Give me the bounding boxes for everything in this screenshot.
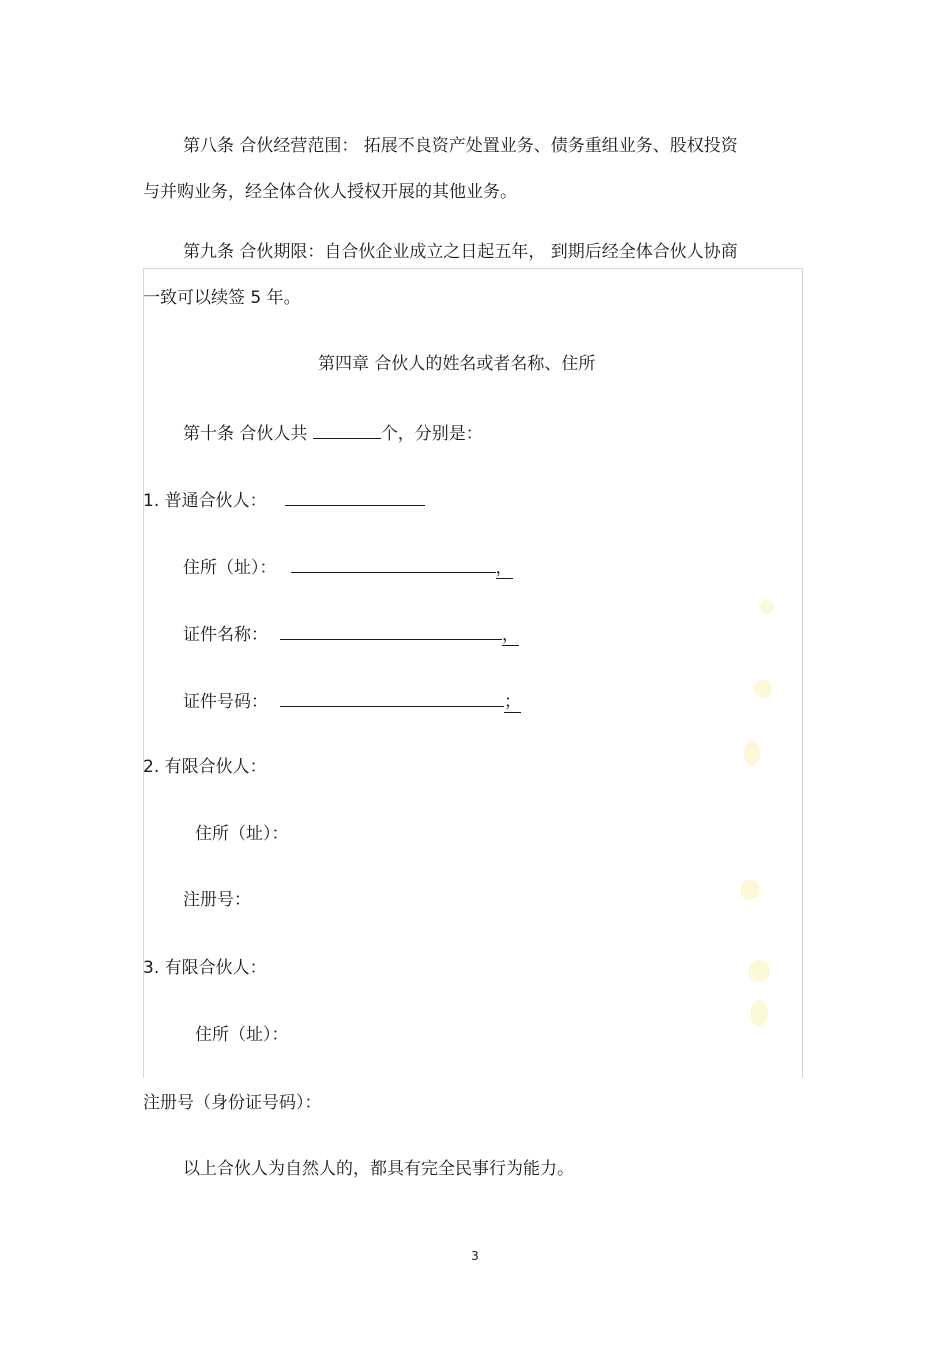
partner1-id-number-line <box>183 688 521 714</box>
partner1-address-line <box>183 554 513 580</box>
partner1-id-number-end: ； <box>504 692 521 712</box>
partner1-address-blank[interactable] <box>291 554 496 573</box>
partner1-line <box>143 487 425 513</box>
partner1-id-name-blank[interactable] <box>280 621 502 640</box>
chapter-title: 第四章 合伙人的姓名或者名称、住所 <box>318 354 596 374</box>
partner2-address-label: 住所（址）： <box>195 824 289 844</box>
partner2-heading: 2. 有限合伙人： <box>143 757 267 777</box>
partner2-reg-label: 注册号： <box>183 890 251 910</box>
partner3-heading: 3. 有限合伙人： <box>143 958 267 978</box>
partner1-id-name-line <box>183 621 519 647</box>
article9-line1: 第九条 合伙期限：自合伙企业成立之日起五年， 到期后经全体合伙人协商 <box>183 242 738 262</box>
partner1-id-name-label: 证件名称： <box>183 625 268 645</box>
article8-line1: 第八条 合伙经营范围： 拓展不良资产处置业务、债务重组业务、股权投资 <box>183 136 738 156</box>
partner3-address-label: 住所（址）： <box>195 1025 289 1045</box>
partner1-id-name-end: ， <box>502 625 519 645</box>
article10-suffix: 个，分别是： <box>380 424 483 444</box>
article8-line2: 与并购业务，经全体合伙人授权开展的其他业务。 <box>143 182 517 202</box>
partner1-id-number-label: 证件号码： <box>183 692 268 712</box>
partner1-id-number-blank[interactable] <box>280 688 504 707</box>
closing-statement: 以上合伙人为自然人的，都具有完全民事行为能力。 <box>183 1159 574 1179</box>
article10-line <box>183 420 483 446</box>
article10-prefix: 第十条 合伙人共 <box>183 424 313 444</box>
partner-count-blank[interactable] <box>313 420 381 439</box>
article9-line2: 一致可以续签 5 年。 <box>143 288 301 308</box>
partner1-address-end: ， <box>495 558 513 578</box>
partner1-heading: 1. 普通合伙人： <box>143 491 267 511</box>
page-number: 3 <box>471 1249 479 1263</box>
faint-watermark <box>740 580 800 1080</box>
partner1-address-label: 住所（址）： <box>183 558 277 578</box>
partner1-name-blank[interactable] <box>285 487 425 506</box>
partner3-reg-label: 注册号（身份证号码）： <box>143 1093 322 1113</box>
